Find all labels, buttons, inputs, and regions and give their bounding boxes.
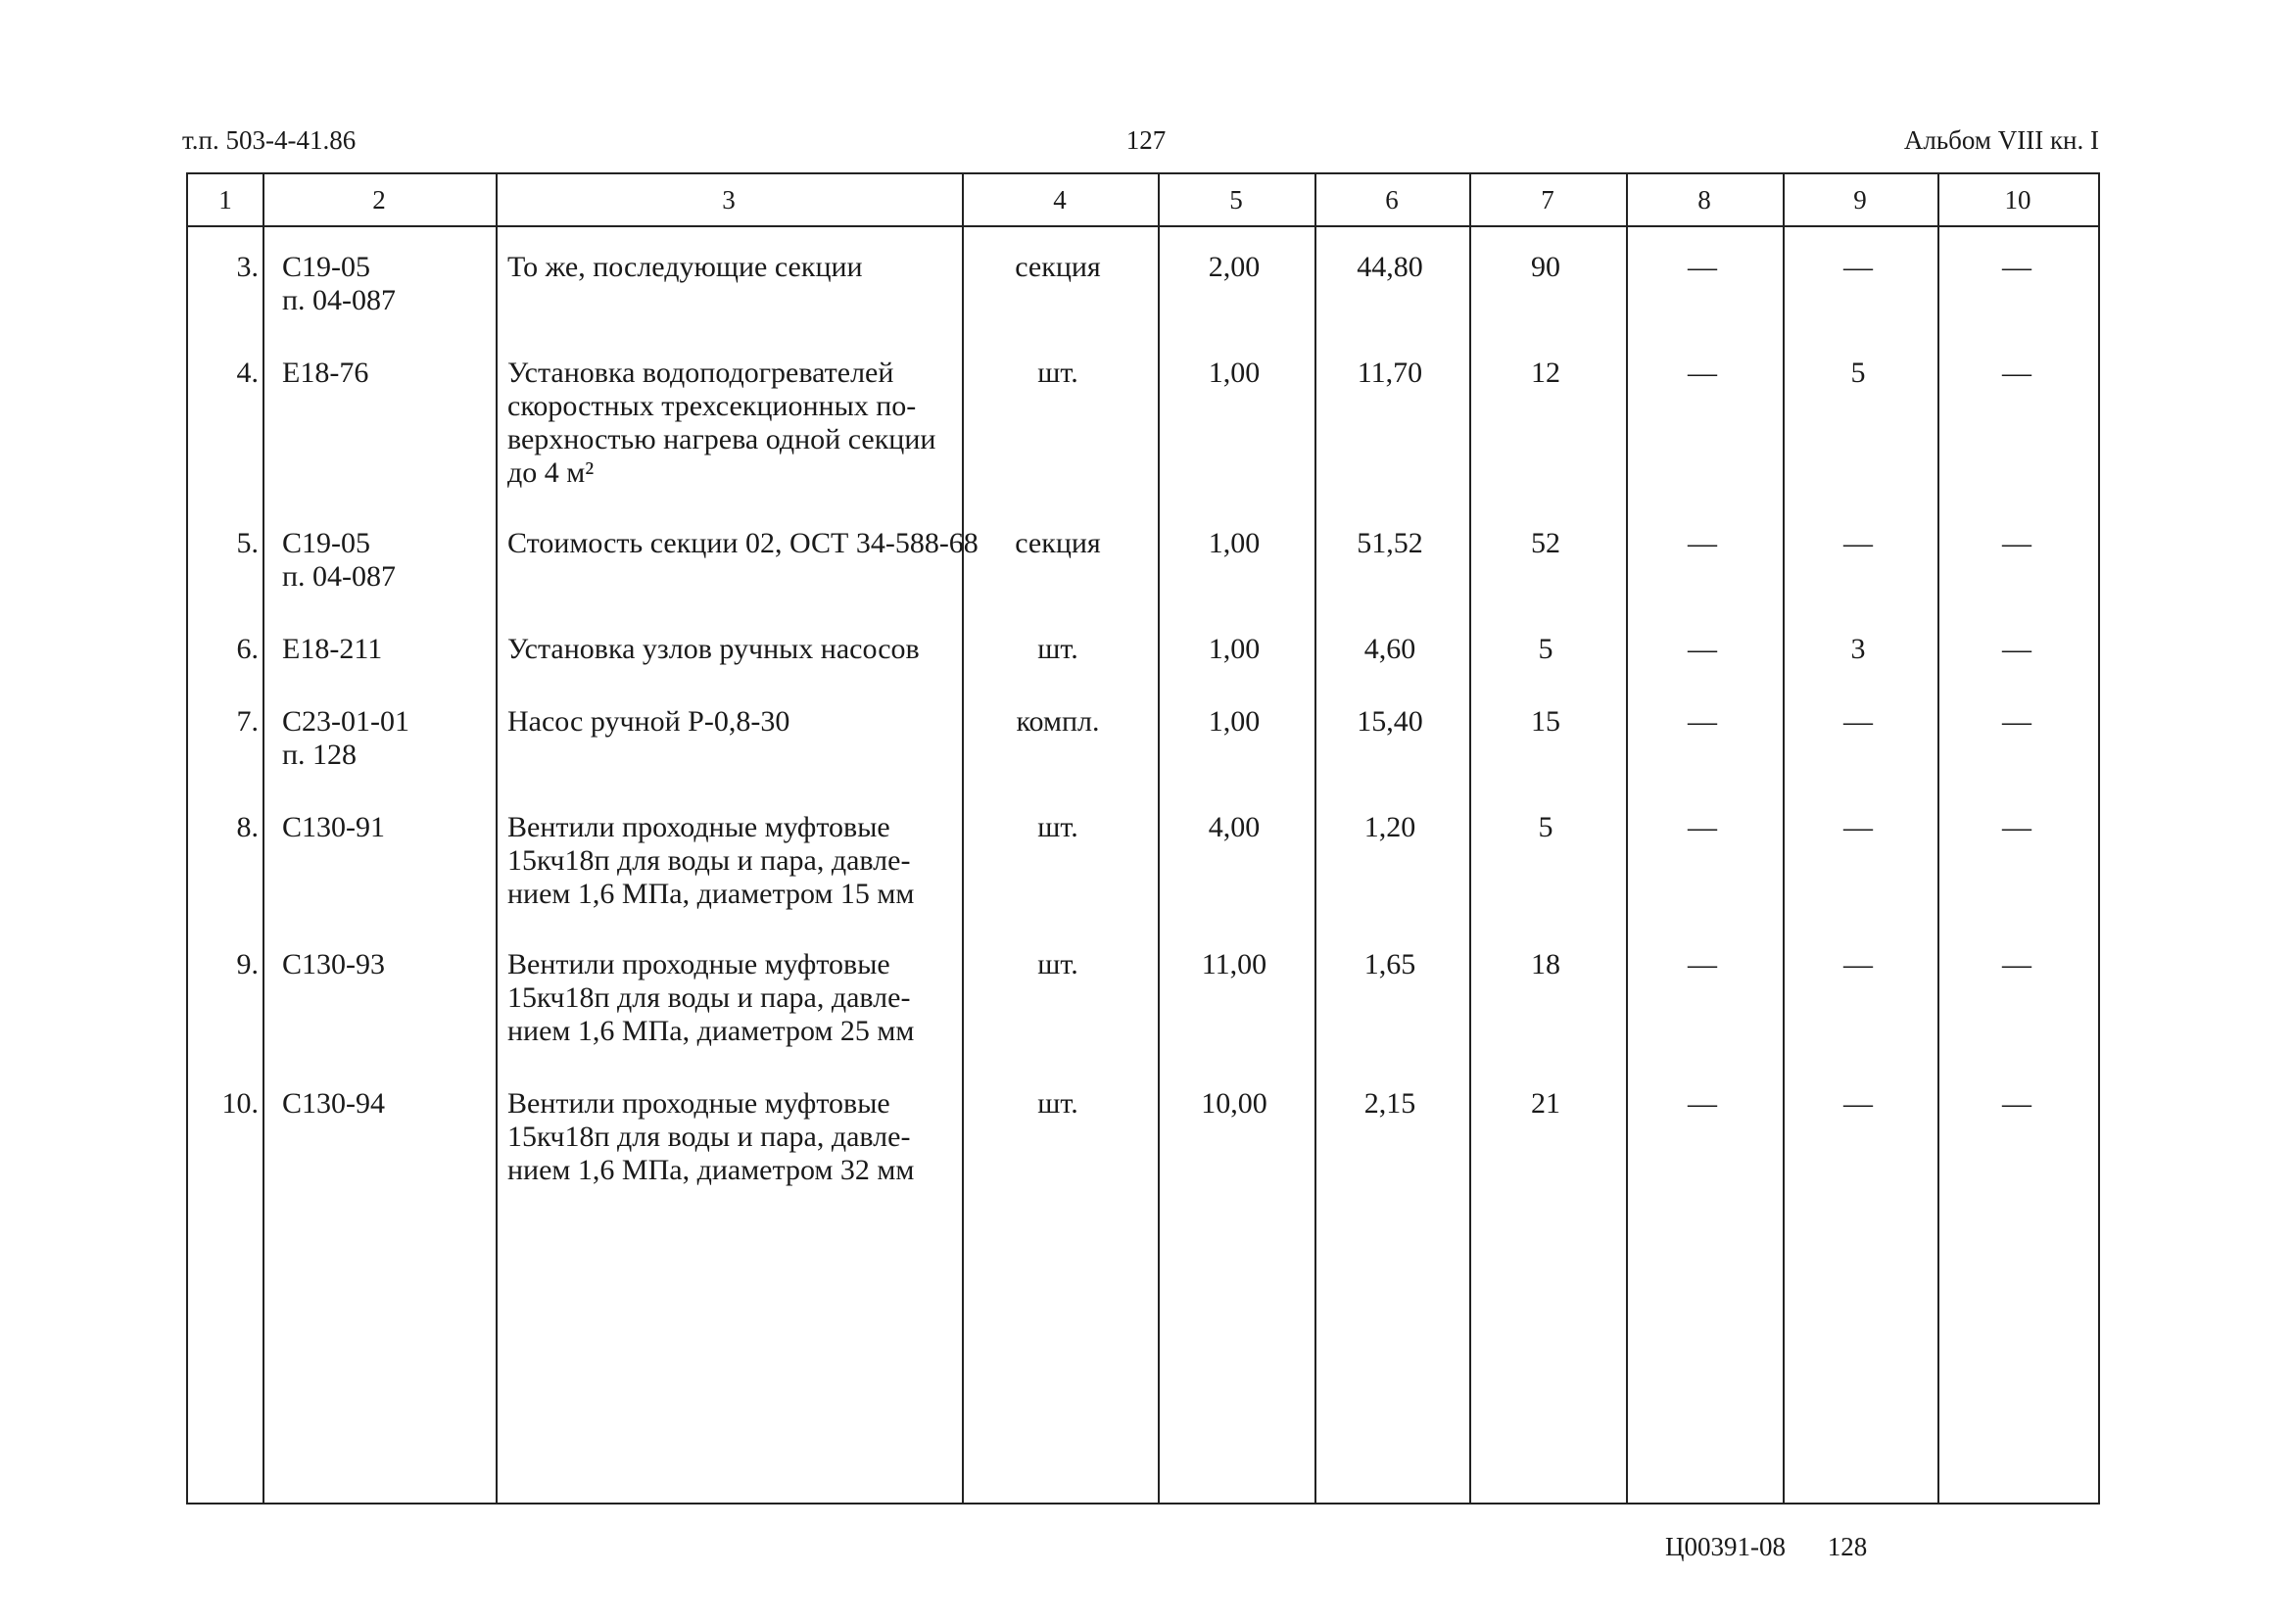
row-number: 4. <box>236 357 259 389</box>
work-description-line: То же, последующие секции <box>507 251 863 283</box>
price-code-line: п. 128 <box>282 739 358 771</box>
total-cost: 21 <box>1531 1087 1560 1120</box>
column-8-value: — <box>1688 633 1717 665</box>
unit-of-measure: шт. <box>1037 948 1078 980</box>
unit-of-measure: шт. <box>1037 1087 1078 1120</box>
work-description-line: нием 1,6 МПа, диаметром 15 мм <box>507 878 915 910</box>
quantity: 2,00 <box>1208 251 1261 283</box>
work-description-line: 15кч18п для воды и пара, давле- <box>507 1121 911 1153</box>
quantity: 10,00 <box>1201 1087 1267 1120</box>
quantity: 1,00 <box>1208 357 1261 389</box>
quantity: 11,00 <box>1201 948 1267 980</box>
unit-of-measure: шт. <box>1037 633 1078 665</box>
total-cost: 15 <box>1531 705 1560 738</box>
unit-of-measure: шт. <box>1037 811 1078 843</box>
price-code-line: Е18-76 <box>282 357 369 389</box>
header-divider <box>188 225 2098 227</box>
column-number: 3 <box>722 185 736 215</box>
column-10-value: — <box>2002 1087 2031 1120</box>
row-number: 10. <box>221 1087 259 1120</box>
unit-cost: 1,20 <box>1363 811 1416 843</box>
footer-page: 128 <box>1827 1532 1868 1561</box>
price-code-line: С19-05 <box>282 251 370 283</box>
unit-of-measure: секция <box>1015 251 1101 283</box>
price-code-line: С130-93 <box>282 948 385 980</box>
work-description-line: нием 1,6 МПа, диаметром 32 мм <box>507 1154 915 1186</box>
column-number: 7 <box>1541 185 1554 215</box>
row-number: 5. <box>236 527 259 559</box>
work-description-line: Вентили проходные муфтовые <box>507 811 890 843</box>
unit-of-measure: шт. <box>1037 357 1078 389</box>
unit-cost: 11,70 <box>1357 357 1423 389</box>
work-description-line: скоростных трехсекционных по- <box>507 390 917 422</box>
column-9-value: — <box>1843 527 1873 559</box>
work-description-line: Вентили проходные муфтовые <box>507 948 890 980</box>
work-description-line: Установка узлов ручных насосов <box>507 633 920 665</box>
price-code-line: С19-05 <box>282 527 370 559</box>
quantity: 1,00 <box>1208 705 1261 738</box>
total-cost: 18 <box>1531 948 1560 980</box>
unit-cost: 2,15 <box>1363 1087 1416 1120</box>
price-code-line: п. 04-087 <box>282 560 397 593</box>
column-8-value: — <box>1688 948 1717 980</box>
column-9-value: 5 <box>1850 357 1866 389</box>
row-number: 9. <box>236 948 259 980</box>
price-code <box>282 705 488 772</box>
row-number: 3. <box>236 251 259 283</box>
total-cost: 5 <box>1538 633 1553 665</box>
column-9-value: — <box>1843 1087 1873 1120</box>
column-number: 5 <box>1229 185 1243 215</box>
unit-of-measure: секция <box>1015 527 1101 559</box>
total-cost: 5 <box>1538 811 1553 843</box>
work-description-line: Установка водоподогревателей <box>507 357 894 389</box>
unit-of-measure: компл. <box>1016 705 1100 738</box>
quantity: 1,00 <box>1208 633 1261 665</box>
column-10-value: — <box>2002 527 2031 559</box>
column-9-value: 3 <box>1850 633 1866 665</box>
column-9-value: — <box>1843 811 1873 843</box>
column-8-value: — <box>1688 527 1717 559</box>
row-number: 7. <box>236 705 259 738</box>
column-number: 8 <box>1697 185 1711 215</box>
document-code: т.п. 503-4-41.86 <box>182 125 357 155</box>
unit-cost: 15,40 <box>1357 705 1423 738</box>
column-divider <box>496 174 498 1503</box>
column-number: 10 <box>2004 185 2031 215</box>
column-10-value: — <box>2002 251 2031 283</box>
row-number: 6. <box>236 633 259 665</box>
total-cost: 90 <box>1531 251 1560 283</box>
price-code <box>282 948 488 981</box>
price-code <box>282 527 488 594</box>
unit-cost: 1,65 <box>1363 948 1416 980</box>
price-code-line: С130-91 <box>282 811 385 843</box>
album-label: Альбом VIII кн. I <box>1903 125 2099 155</box>
price-code-line: Е18-211 <box>282 633 383 665</box>
work-description-line: Вентили проходные муфтовые <box>507 1087 890 1120</box>
work-description-line: Насос ручной Р-0,8-30 <box>507 705 790 738</box>
price-code <box>282 811 488 844</box>
column-9-value: — <box>1843 251 1873 283</box>
price-code <box>282 633 488 666</box>
unit-cost: 44,80 <box>1357 251 1423 283</box>
column-9-value: — <box>1843 705 1873 738</box>
column-9-value: — <box>1843 948 1873 980</box>
price-code <box>282 357 488 390</box>
page-number: 127 <box>1125 125 1167 155</box>
total-cost: 52 <box>1531 527 1560 559</box>
price-code-line: п. 04-087 <box>282 284 397 316</box>
total-cost: 12 <box>1531 357 1560 389</box>
price-code <box>282 251 488 317</box>
work-description-line: 15кч18п для воды и пара, давле- <box>507 981 911 1014</box>
column-8-value: — <box>1688 1087 1717 1120</box>
column-10-value: — <box>2002 811 2031 843</box>
column-number: 4 <box>1053 185 1067 215</box>
column-10-value: — <box>2002 633 2031 665</box>
quantity: 4,00 <box>1208 811 1261 843</box>
column-10-value: — <box>2002 705 2031 738</box>
column-number: 1 <box>218 185 232 215</box>
column-number: 9 <box>1853 185 1867 215</box>
column-divider <box>263 174 264 1503</box>
column-8-value: — <box>1688 811 1717 843</box>
work-description-line: верхностью нагрева одной секции <box>507 423 936 455</box>
work-description-line: 15кч18п для воды и пара, давле- <box>507 844 911 877</box>
row-number: 8. <box>236 811 259 843</box>
column-8-value: — <box>1688 357 1717 389</box>
column-8-value: — <box>1688 705 1717 738</box>
price-code-line: С130-94 <box>282 1087 385 1120</box>
column-number: 6 <box>1385 185 1399 215</box>
column-10-value: — <box>2002 948 2031 980</box>
unit-cost: 51,52 <box>1357 527 1423 559</box>
column-10-value: — <box>2002 357 2031 389</box>
column-number: 2 <box>372 185 386 215</box>
work-description-line: до 4 м² <box>507 456 595 489</box>
work-description-line: Стоимость секции 02, ОСТ 34-588-68 <box>507 527 979 559</box>
price-code-line: С23-01-01 <box>282 705 409 738</box>
column-8-value: — <box>1688 251 1717 283</box>
work-description-line: нием 1,6 МПа, диаметром 25 мм <box>507 1015 915 1047</box>
estimate-table <box>186 172 2100 1505</box>
quantity: 1,00 <box>1208 527 1261 559</box>
footer-code: Ц00391-08 <box>1665 1532 1786 1561</box>
footer <box>1665 1530 1902 1563</box>
unit-cost: 4,60 <box>1363 633 1416 665</box>
price-code <box>282 1087 488 1121</box>
